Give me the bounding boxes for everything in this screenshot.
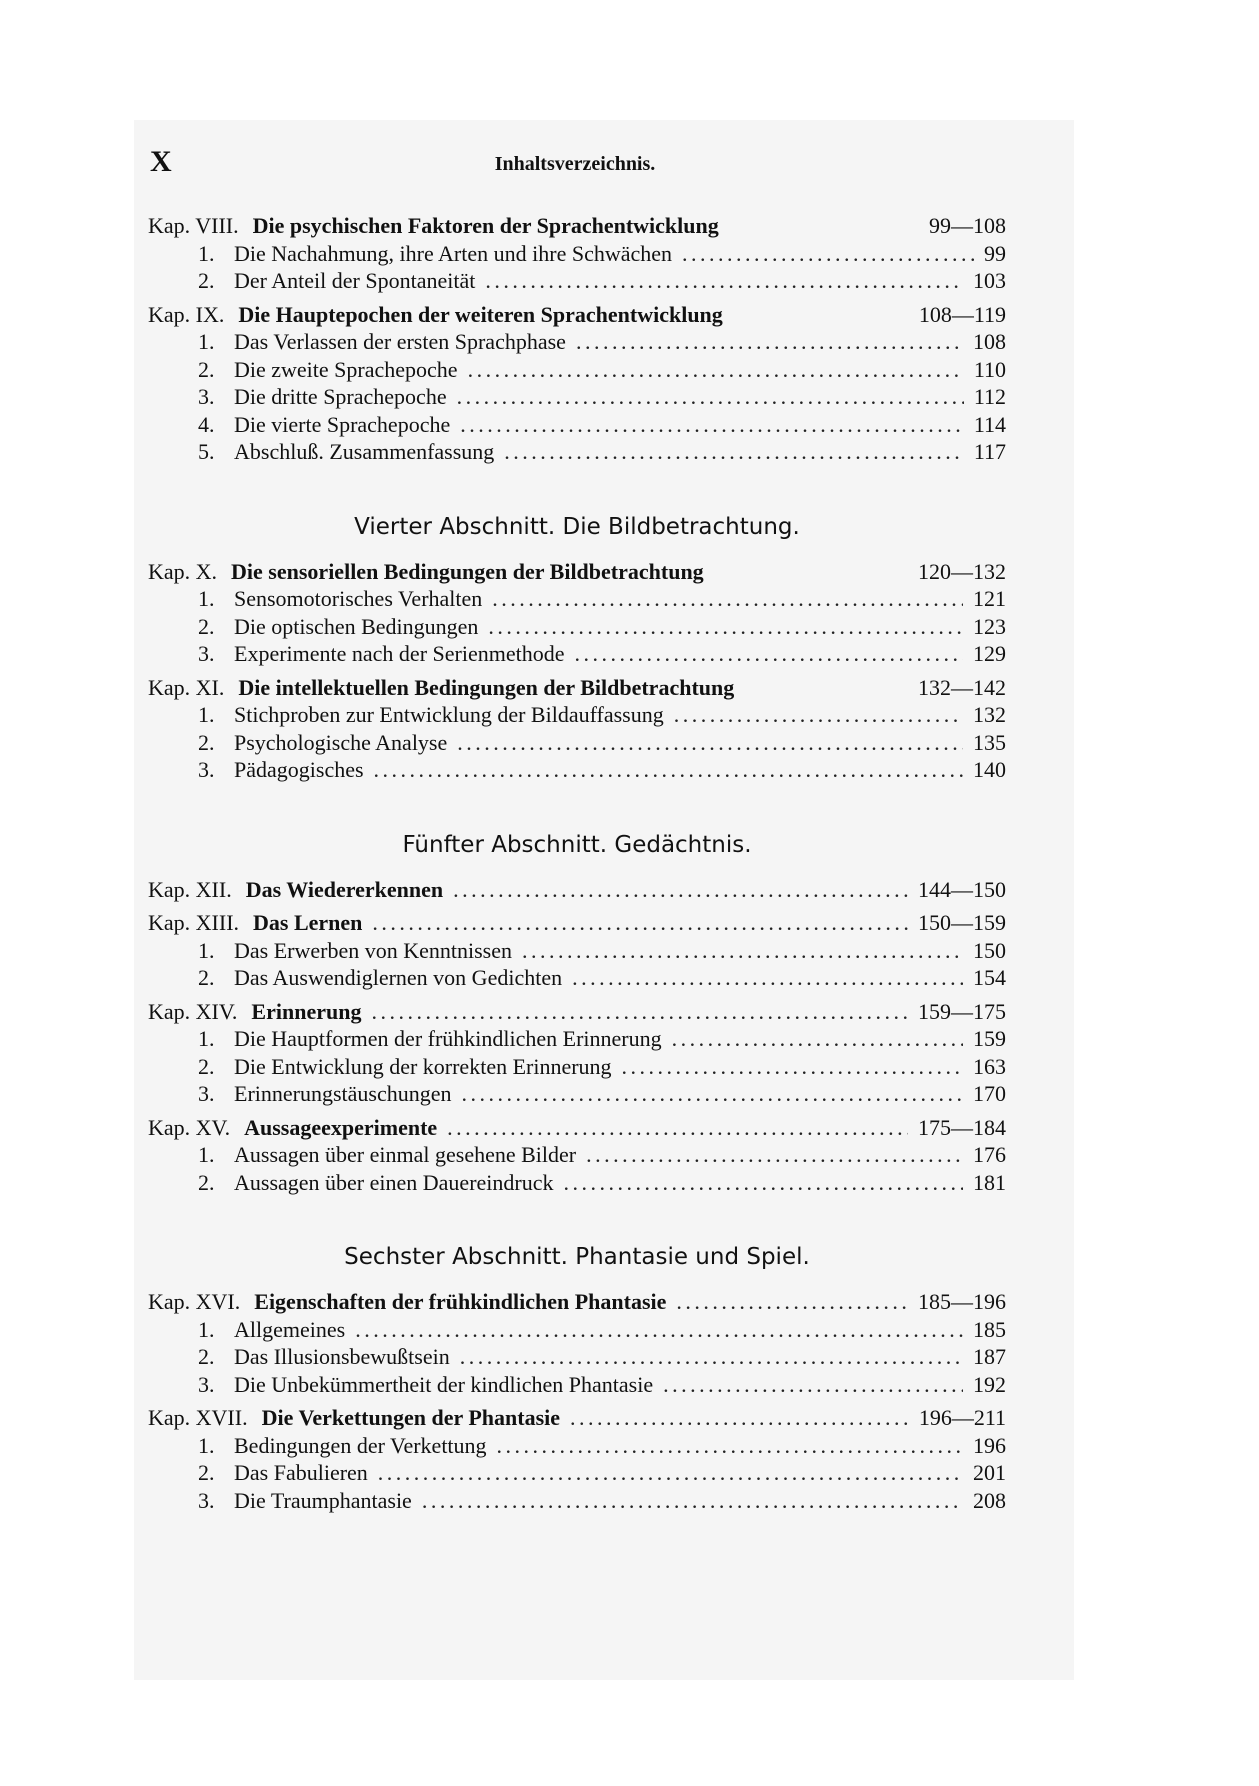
toc-entry: 2. Der Anteil der Spontaneität . . . 103 bbox=[148, 267, 1006, 295]
toc-entry: 2. Die Entwicklung der korrekten Erinnerung . . . 163 bbox=[148, 1053, 1006, 1081]
chapter-heading bbox=[148, 1114, 1006, 1142]
chapter-heading bbox=[148, 1288, 1006, 1316]
toc-entry: 2. Das Fabulieren . . . 201 bbox=[148, 1459, 1006, 1487]
toc-entry: 2. Aussagen über einen Dauereindruck . . . 181 bbox=[148, 1169, 1006, 1197]
chapter-heading bbox=[148, 909, 1006, 937]
toc-entry: 3. Die Traumphantasie . . . 208 bbox=[148, 1487, 1006, 1515]
chapter-number: Kap. X. bbox=[148, 558, 218, 584]
chapter-8 bbox=[148, 212, 1006, 295]
chapter-number: Kap. XI. bbox=[148, 674, 225, 700]
toc-entry: 2. Die zweite Sprachepoche . . . 110 bbox=[148, 356, 1006, 384]
chapter-pages: 132—142 bbox=[918, 674, 1006, 700]
chapter-title: Aussageexperimente bbox=[244, 1114, 438, 1140]
section-heading: Fünfter Abschnitt. Gedächtnis. bbox=[402, 831, 752, 858]
chapter-number: Kap. VIII. bbox=[148, 213, 239, 238]
chapter-title: Die sensoriellen Bedingungen der Bildbetrachtung bbox=[231, 558, 704, 584]
chapter-11 bbox=[148, 674, 1006, 784]
toc-entry: 1. Das Verlassen der ersten Sprachphase . . . 108 bbox=[148, 328, 1006, 356]
toc-entry: 3. Erinnerungstäuschungen . . . 170 bbox=[148, 1080, 1006, 1108]
toc-entry: 1. Die Nachahmung, ihre Arten und ihre Schwächen . . . 99 bbox=[148, 240, 1006, 268]
chapter-15 bbox=[148, 1114, 1006, 1197]
chapter-number: Kap. XIII. bbox=[148, 910, 240, 935]
chapter-10 bbox=[148, 558, 1006, 668]
chapter-9 bbox=[148, 301, 1006, 466]
chapter-17 bbox=[148, 1404, 1006, 1514]
chapter-heading bbox=[148, 212, 1006, 240]
toc-entry: 5. Abschluß. Zusammenfassung . . . 117 bbox=[148, 438, 1006, 466]
chapter-pages: 159—175 bbox=[918, 998, 1006, 1024]
toc-entry: 1. Bedingungen der Verkettung . . . 196 bbox=[148, 1432, 1006, 1460]
chapter-number: Kap. XII. bbox=[148, 876, 232, 902]
chapter-title: Die psychischen Faktoren der Sprachentwicklung bbox=[252, 213, 719, 238]
chapter-number: Kap. IX. bbox=[148, 301, 225, 327]
section-heading: Vierter Abschnitt. Die Bildbetrachtung. bbox=[354, 513, 800, 540]
chapter-pages: 99—108 bbox=[929, 213, 1006, 238]
toc-entry: 2. Die optischen Bedingungen . . . 123 bbox=[148, 613, 1006, 641]
chapter-pages: 175—184 bbox=[918, 1114, 1006, 1140]
chapter-title: Das Lernen bbox=[253, 910, 363, 935]
toc-entry: 3. Die dritte Sprachepoche . . . 112 bbox=[148, 383, 1006, 411]
chapter-number: Kap. XVII. bbox=[148, 1405, 248, 1430]
toc-entry: 2. Das Auswendiglernen von Gedichten . . . 154 bbox=[148, 964, 1006, 992]
chapter-title: Die Hauptepochen der weiteren Sprachentwicklung bbox=[238, 301, 723, 327]
running-title: Inhaltsverzeichnis. bbox=[494, 153, 656, 175]
chapter-heading bbox=[148, 301, 1006, 329]
page-header bbox=[150, 145, 1000, 185]
page-number: X bbox=[150, 145, 173, 178]
chapter-number: Kap. XIV. bbox=[148, 998, 238, 1024]
chapter-pages: 120—132 bbox=[918, 558, 1006, 584]
chapter-heading bbox=[148, 558, 1006, 586]
toc-entry: 3. Die Unbekümmertheit der kindlichen Phantasie . . . 192 bbox=[148, 1371, 1006, 1399]
chapter-heading bbox=[148, 876, 1006, 904]
chapter-pages: 196—211 bbox=[918, 1405, 1006, 1430]
chapter-heading bbox=[148, 998, 1006, 1026]
chapter-title: Das Wiedererkennen bbox=[245, 876, 444, 902]
section-heading: Sechster Abschnitt. Phantasie und Spiel. bbox=[344, 1244, 810, 1270]
chapter-heading bbox=[148, 1404, 1006, 1432]
chapter-title: Erinnerung bbox=[251, 998, 362, 1024]
toc-entry: 1. Aussagen über einmal gesehene Bilder . . . 176 bbox=[148, 1141, 1006, 1169]
chapter-pages: 144—150 bbox=[918, 876, 1006, 902]
chapter-pages: 150—159 bbox=[918, 910, 1006, 935]
chapter-pages: 108—119 bbox=[918, 301, 1006, 327]
chapter-title: Die intellektuellen Bedingungen der Bildbetrachtung bbox=[238, 674, 735, 700]
chapter-heading bbox=[148, 674, 1006, 702]
toc-entry: 3. Pädagogisches . . . 140 bbox=[148, 756, 1006, 784]
toc-entry: 3. Experimente nach der Serienmethode . . . 129 bbox=[148, 640, 1006, 668]
chapter-12 bbox=[148, 876, 1006, 904]
toc-entry: 2. Das Illusionsbewußtsein . . . 187 bbox=[148, 1343, 1006, 1371]
chapter-title: Eigenschaften der frühkindlichen Phantasie bbox=[254, 1289, 667, 1314]
chapter-pages: 185—196 bbox=[918, 1289, 1006, 1314]
chapter-14 bbox=[148, 998, 1006, 1108]
chapter-16 bbox=[148, 1288, 1006, 1398]
chapter-title: Die Verkettungen der Phantasie bbox=[261, 1405, 561, 1430]
toc-entry: 1. Die Hauptformen der frühkindlichen Erinnerung . . . 159 bbox=[148, 1025, 1006, 1053]
chapter-number: Kap. XV. bbox=[148, 1114, 231, 1140]
toc-entry: 1. Allgemeines . . . 185 bbox=[148, 1316, 1006, 1344]
toc-entry: 1. Stichproben zur Entwicklung der Bildauffassung . . . 132 bbox=[148, 701, 1006, 729]
chapter-number: Kap. XVI. bbox=[148, 1289, 241, 1314]
toc-entry: 1. Das Erwerben von Kenntnissen . . . 150 bbox=[148, 937, 1006, 965]
chapter-13 bbox=[148, 909, 1006, 992]
table-of-contents bbox=[148, 212, 1006, 1520]
toc-entry: 4. Die vierte Sprachepoche . . . 114 bbox=[148, 411, 1006, 439]
toc-entry: 2. Psychologische Analyse . . . 135 bbox=[148, 729, 1006, 757]
toc-entry: 1. Sensomotorisches Verhalten . . . 121 bbox=[148, 585, 1006, 613]
